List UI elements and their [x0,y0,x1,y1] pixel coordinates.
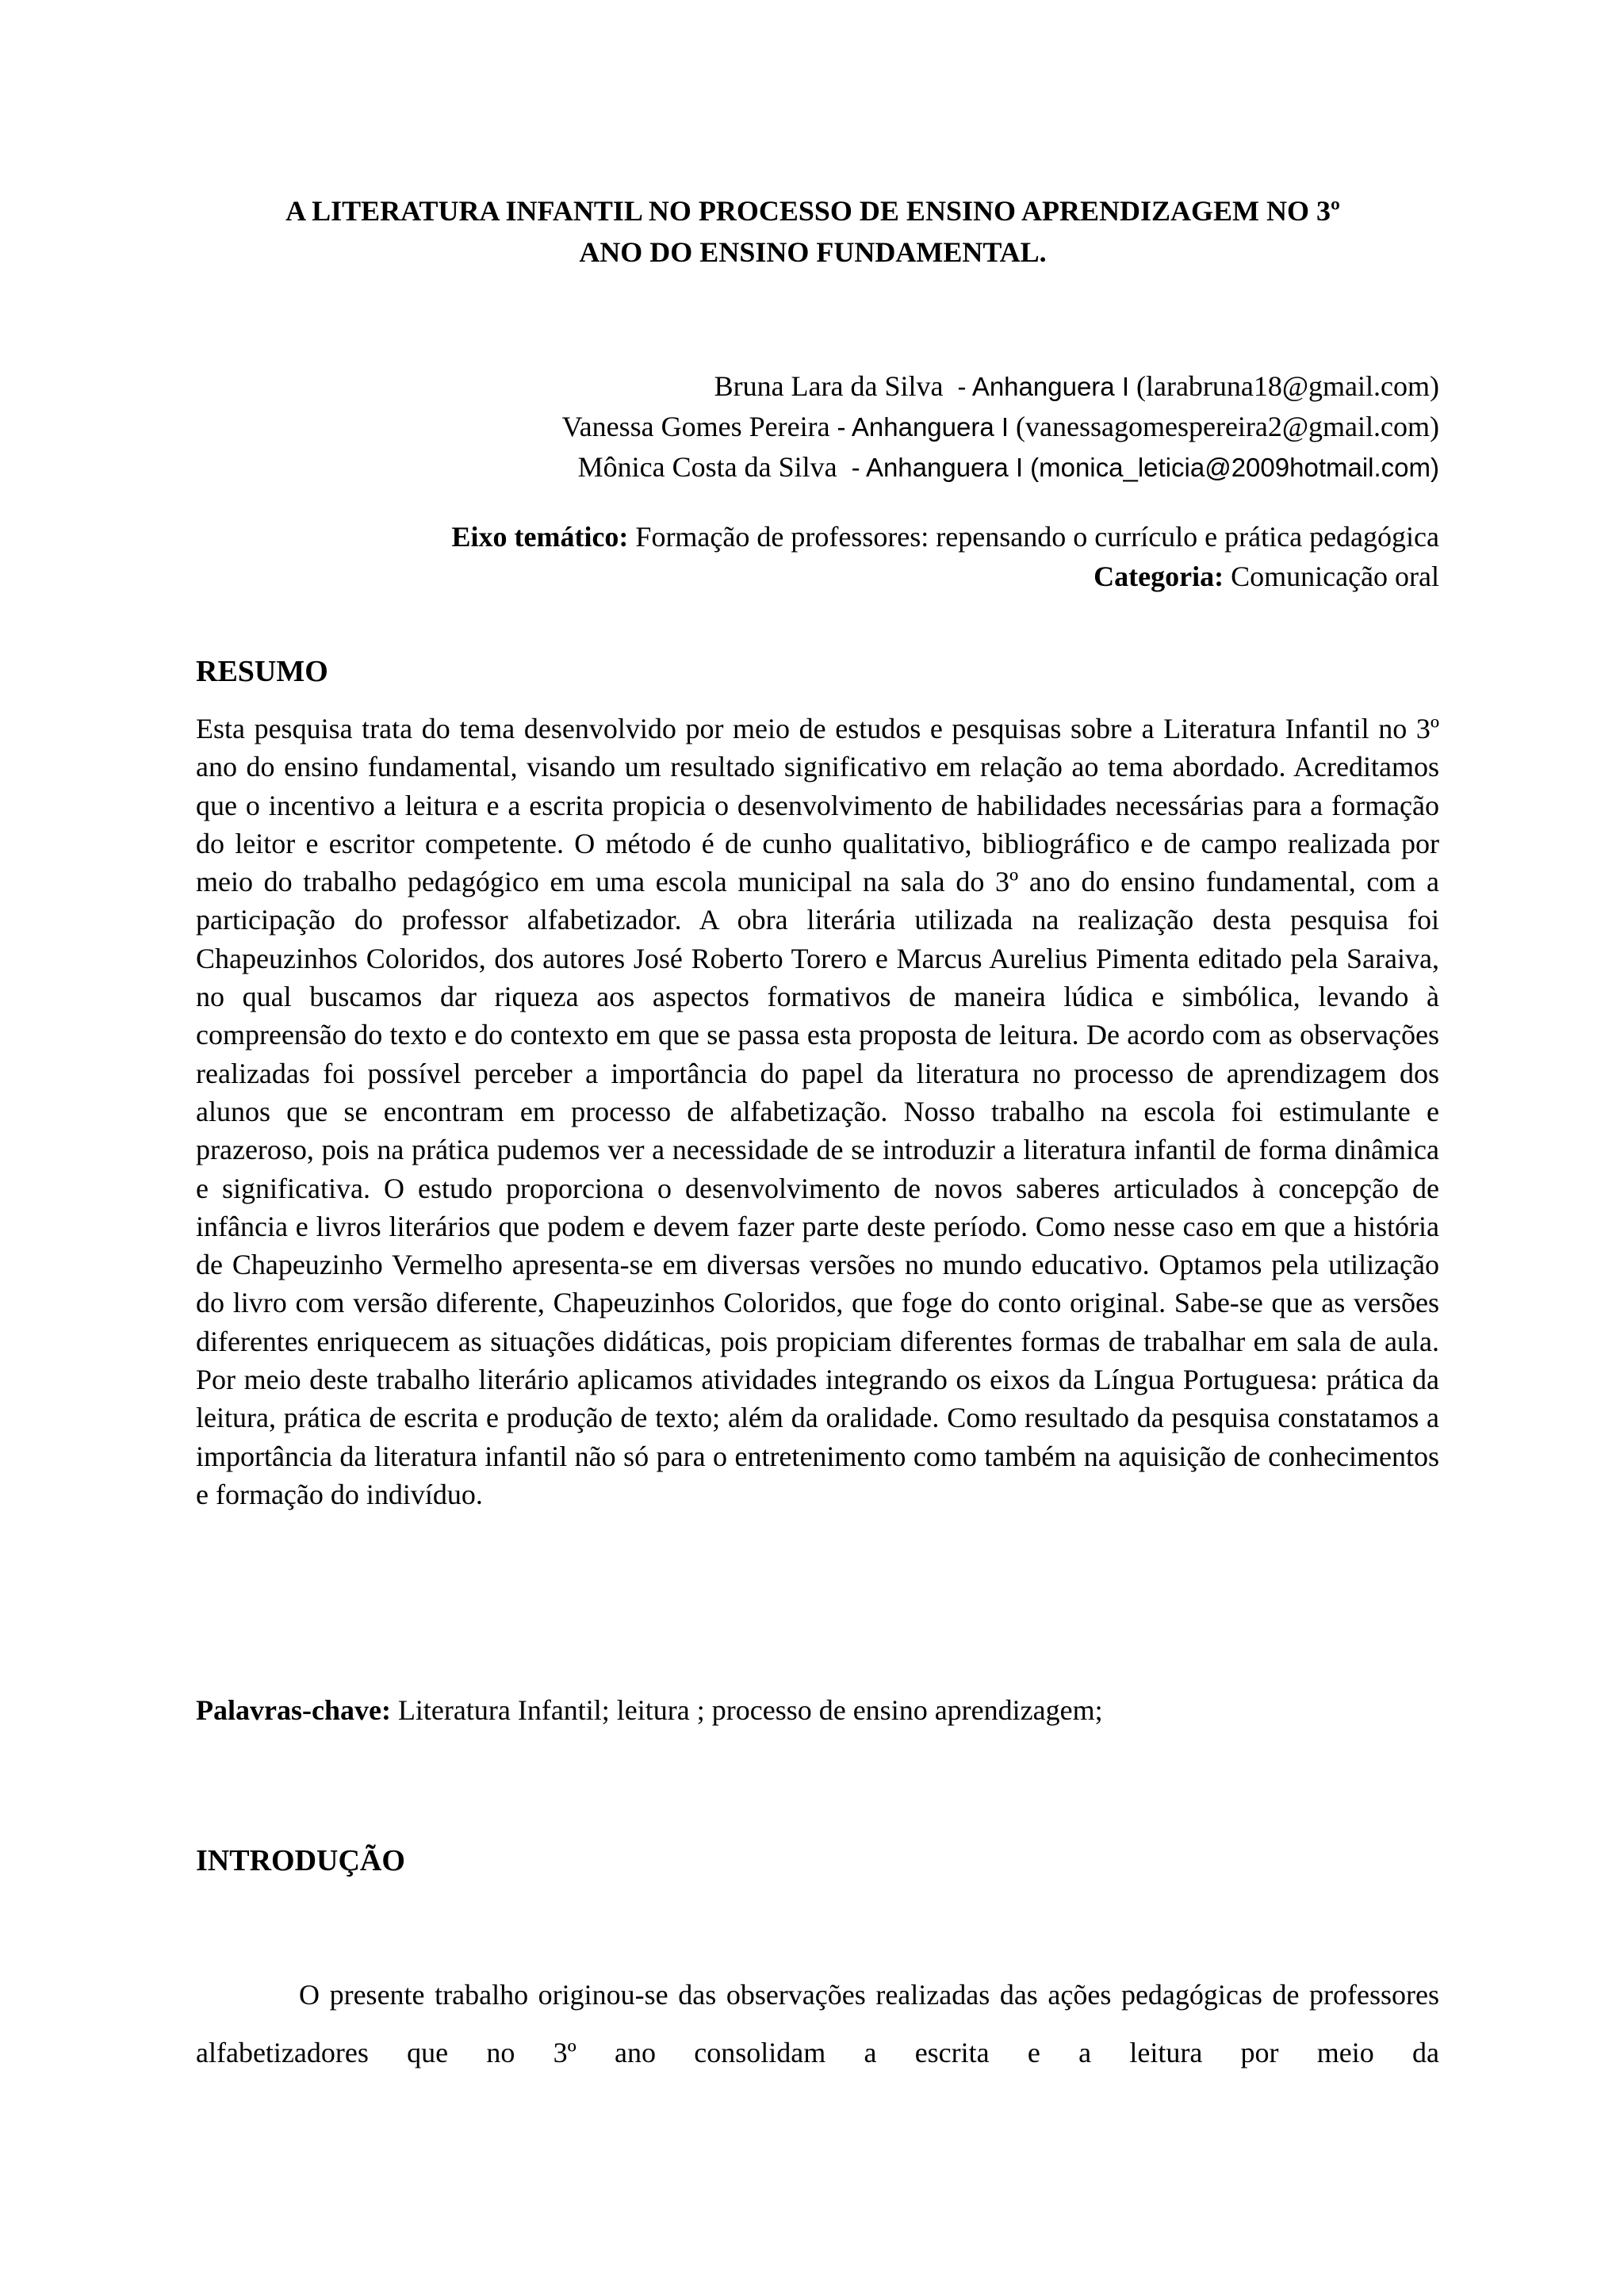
author-institution: - Anhanguera I [957,372,1129,401]
author-email: (vanessagomespereira2@gmail.com) [1016,411,1439,442]
category-label: Categoria: [1094,561,1224,592]
abstract-text: Esta pesquisa trata do tema desenvolvido por meio de estudos e pesquisas sobre a Literatura Infantil no 3º ano do ensino fundamental, visando um resultado significativo em relação ao tema abordado. Acreditamos que o incentivo a leitura e a escrita propicia o desenvolvimento de habilidades necessárias para a formação do leitor e escritor competente. O método é de cunho qualitativo, bibliográfico e de campo realizada por meio do trabalho pedagógico em uma escola municipal na sala do 3º ano do ensino fundamental, com a participação do professor alfabetizador. A obra literária utilizada na realização desta pesquisa foi Chapeuzinhos Coloridos, dos autores José Roberto Torero e Marcus Aurelius Pimenta editado pela Saraiva, no qual buscamos dar riqueza aos aspectos formativos de maneira lúdica e simbólica, levando à compreensão do texto e do contexto em que se passa esta proposta de leitura. De acordo com as observações realizadas foi possível perceber a importância do papel da literatura no processo de aprendizagem dos alunos que se encontram em processo de alfabetização. Nosso trabalho na escola foi estimulante e prazeroso, pois na prática pudemos ver a necessidade de se introduzir a literatura infantil de forma dinâmica e significativa. O estudo proporciona o desenvolvimento de novos saberes articulados à concepção de infância e livros literários que podem e devem fazer parte deste período. Como nesse caso em que a história de Chapeuzinho Vermelho apresenta-se em diversas versões no mundo educativo. Optamos pela utilização do livro com versão diferente, Chapeuzinhos Coloridos, que foge do conto original. Sabe-se que as versões diferentes enriquecem as situações didáticas, pois propiciam diferentes formas de trabalhar em sala de aula. Por meio deste trabalho literário aplicamos atividades integrando os eixos da Língua Portuguesa: prática da leitura, prática de escrita e produção de texto; além da oralidade. Como resultado da pesquisa constatamos a importância da literatura infantil não só para o entretenimento como também na aquisição de conhecimentos e formação do indivíduo. [196,713,1439,1510]
author-email: (monica_leticia@2009hotmail.com) [1030,453,1439,482]
paper-metadata [238,517,1439,596]
keywords [196,1690,1439,1730]
paper-title [182,190,1443,273]
keywords-label: Palavras-chave: [196,1694,391,1726]
thematic-axis-value: Formação de professores: repensando o currículo e prática pedagógica [635,521,1439,553]
introduction-text: O presente trabalho originou-se das observações realizadas das ações pedagógicas de professores alfabetizadores que no 3º ano consolidam a escrita e a leitura por meio da [196,1979,1439,2068]
author-2 [238,407,1439,447]
abstract-heading: RESUMO [196,655,328,688]
author-list [238,366,1439,488]
author-3 [238,447,1439,488]
author-name: Bruna Lara da Silva [714,370,944,402]
thematic-axis [238,517,1439,557]
author-1 [238,366,1439,407]
author-institution: - Anhanguera I [837,412,1009,442]
introduction-heading: INTRODUÇÃO [196,1844,405,1877]
category-value: Comunicação oral [1231,561,1439,592]
paper-title-line-1: A LITERATURA INFANTIL NO PROCESSO DE ENSINO APRENDIZAGEM NO 3º [285,195,1340,227]
category [238,557,1439,596]
author-name: Mônica Costa da Silva [577,451,837,483]
author-name: Vanessa Gomes Pereira [561,411,830,442]
paper-title-line-2: ANO DO ENSINO FUNDAMENTAL. [579,236,1047,268]
author-institution: - Anhanguera I [851,453,1024,482]
thematic-axis-label: Eixo temático: [451,521,629,553]
author-email: (larabruna18@gmail.com) [1136,370,1439,402]
keywords-value: Literatura Infantil; leitura ; processo de ensino aprendizagem; [397,1694,1103,1726]
